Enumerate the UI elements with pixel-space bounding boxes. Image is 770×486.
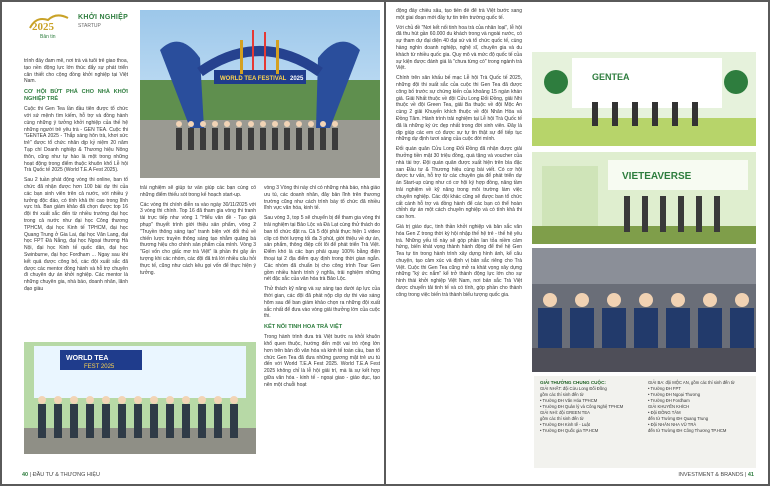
stage-photo-vieteaverse bbox=[532, 52, 756, 146]
award-line: gồm các thí sinh đến từ bbox=[540, 392, 584, 397]
award-line: • Trường ĐH Kinh tế - Luật bbox=[540, 422, 590, 427]
award-line: • Đội ĐỒNG TÂM bbox=[648, 410, 681, 415]
photo-banner-subtitle: FEST 2025 bbox=[84, 364, 115, 370]
awards-column-1 bbox=[540, 380, 644, 434]
footer-magazine: ĐẦU TƯ & THƯƠNG HIỆU bbox=[32, 472, 101, 478]
award-line: GIẢI NHÌ: đội GREEN TEA bbox=[540, 410, 590, 415]
paragraph: Với chủ đề "Nơi kết nối tinh hoa trà của nhân loại", lễ hội đã thu hút gần 60.000 du khách trong và ngoài nước, có sự tham dự đại diện 40 đại sứ và tổ chức quốc tế, cùng hàng nghìn doanh nghiệp, nghệ sĩ, chuyên gia và du khách từ nhiều quốc gia. Quy mô và mức độ quốc tế của sự kiện được đánh giá là "chưa từng có" trong ngành trà Việt. bbox=[396, 24, 522, 72]
left-footer: 40 | ĐẦU TƯ & THƯƠNG HIỆU bbox=[22, 472, 101, 478]
left-column-2 bbox=[140, 185, 256, 355]
banner-text: WORLD TEA FESTIVAL bbox=[220, 76, 287, 82]
left-page bbox=[2, 2, 384, 484]
award-line: • Trường ĐH Quản lý và Công Nghệ TPHCM bbox=[540, 404, 624, 409]
awards-box bbox=[534, 376, 756, 468]
paragraph: trải nghiệm sẽ giúp tư vấn giúp các bạn củng cố những điểm thiếu sót trong kế hoạch start-up. bbox=[140, 185, 256, 198]
paragraph: Sau 2 tuần phát động vòng thi online, ban tổ chức đã nhận được hơn 100 bài dự thi của các bạn sinh viên trên cả nước, với nhiều ý tưởng độc đáo, có tính khả thi cao trong lĩnh vực trà. Ban giám khảo đã chọn được top 16 đội thi xuất sắc đến từ nhiều trường đại học trong cả nước như đại học Công thương TPHCM, đại học Kinh tế TPHCM, đại học Quang Trung ở Gia Lai, đại học Văn Lang, đại học FPT Đà Nẵng, đại học Ngoại thương Hà Nội, đại học Kinh tế quốc dân, đại học Swinburne, đại học Fordham ... Ngay sau khi kết quả được công bố, các đội xuất sắc đã được các mentor đồng hành và hỗ trợ chuyên đi chuyên dự án khởi nghiệp. Các mentor là những chuyên gia, nhà báo, doanh nhân, lãnh đạo giàu bbox=[24, 177, 128, 292]
award-line: • Trường ĐH Fordham bbox=[648, 398, 690, 403]
gentea-logo bbox=[26, 10, 72, 40]
festival-gate-photo bbox=[140, 10, 380, 178]
group-photo-tea-fest bbox=[24, 342, 256, 454]
section-subtitle: STARTUP bbox=[78, 23, 101, 29]
award-line: • Trường ĐH Ngoại Thương bbox=[648, 392, 701, 397]
award-line: • Trường ĐH Quốc gia TP.HCM bbox=[540, 428, 599, 433]
award-line: • Đội NHÂN NHA VŨ TRÀ bbox=[648, 422, 697, 427]
paragraph: Trong hành trình đưa trà Việt bước ra khỏi khuôn khổ quen thuộc, hướng đến một vai trò rộng lớn hơn trên bản đồ văn hóa và kinh tế toàn cầu, ban tổ chức Gen Tea đã đưa những gương mặt trẻ ưu tú đến với World T.E.A Fest 2025. World T.E.A Fest 2025 không chỉ là lễ hội giải trí, mà là sự kết hợp giữa văn hóa - kinh tế - ngoại giao - giáo dục, tạo nên một chuỗi hoạt bbox=[264, 334, 380, 388]
intro-paragraph: trình đầy đam mê, nơi trà và tuổi trẻ giao thoa, tạo nền động lực lớn thúc đẩy sự phát triển cân thiết cho cộng đồng khởi nghiệp tại Việt Nam. bbox=[24, 58, 128, 85]
photo-banner-title: WORLD TEA bbox=[66, 355, 109, 362]
banner-year: 2025 bbox=[290, 76, 304, 82]
award-line: GIẢI BA: đội MỘC AN, gồm các thí sinh đến từ bbox=[648, 380, 735, 385]
paragraph: Các vòng thi chính diễn ra vào ngày 30/11/2025 với 3 vòng thi chính. Top 16 đã tham gia vòng thi tranh tài trực tiếp như vòng 1 "Hiểu văn đề - Tạo giá phụp" thuyết trình giới thiệu sản phẩm, vòng 2 "Truyền thông sáng tạo" tranh biện với đối thủ về chiến lược truyền thông sáng tạo nhằm quảng bá thương hiệu cho chính sản phẩm của mình. Vòng 3 "Gọi vốn cho giấc mơ trà Việt" là phần thi gây ấn tượng khi các nhóm, các đội đã trả lời nhiều câu hỏi thực tế, cũng như cách kêu gọi vốn để thực hiện ý tưởng. bbox=[140, 201, 256, 276]
right-column-1 bbox=[396, 8, 522, 478]
right-footer: INVESTMENT & BRANDS | 41 bbox=[678, 472, 754, 478]
section-title: KHỞI NGHIỆP bbox=[78, 14, 129, 21]
paragraph: Thử thách kỹ năng và sự sáng tạo dưới áp lực của thời gian, các đội đã phát nộp clip dự thi vào sáng hôm sau để ban giám khảo chọn ra những đội xuất sắc nhất để đưa vào vòng giải thưởng lớn của cuộc thi. bbox=[264, 286, 380, 320]
awards-title: GIẢI THƯỞNG CHUNG CUỘC: bbox=[540, 380, 606, 385]
heading-connect: KẾT NỐI TINH HOA TRÀ VIỆT bbox=[264, 324, 343, 331]
logo-year: 2025 bbox=[32, 21, 54, 33]
left-column-3 bbox=[264, 185, 380, 475]
stage-brand: GENTEA bbox=[592, 72, 630, 82]
paragraph: động đầy chiều sâu, tạo tiền đề để trà Việt bước sang một giai đoạn mới đầy tự tin trên trường quốc tế. bbox=[396, 8, 522, 21]
footer-magazine-en: INVESTMENT & BRANDS bbox=[678, 472, 744, 478]
award-line: gồm các thí sinh đến từ bbox=[540, 416, 584, 421]
award-line: GIẢI KHUYẾN KHÍCH bbox=[648, 404, 690, 409]
heading-opportunity: CƠ HỘI BỨT PHÁ CHO NHÀ KHỞI NGHIỆP TRẺ bbox=[24, 89, 128, 103]
paragraph: Cuộc thi Gen Tea lần đầu tiên được tổ chức với sứ mệnh tìm kiếm, hỗ trợ và đồng hành cùng những ý tưởng khởi nghiệp của thế hệ những người trẻ yêu trà - GEN TEA. Cuộc thi "GENTEA 2025 - Thắp sáng hôn trà, khơi sức trẻ" được tổ chức nhân dịp kỷ niệm 20 năm Tạp chí Doanh nghiệp & Thương hiệu Nông thôn, cũng như tự hào là một trong những hoạt động trong điểm thuộc khuôn khổ Lễ hội Trà Quốc tế 2025 (World T.E.A Fest 2025). bbox=[24, 106, 128, 174]
paragraph: Chính trên sân khấu bế mạc Lễ hội Trà Quốc tế 2025, những đội thi xuất sắc của cuộc thi Gen Tea đã được công bố trước sự chứng kiến của khoảng 15 ngàn khán giả. Giải Nhất thuộc về đội Cửu Long Đối Đồng, giải Nhì thuộc về đội Green Tea, giải Ba thuộc về đội Mộc An cùng 2 giải Khuyến khích thuộc về đội Nhân Hòa và Đồng Tâm. Hành trình trải nghiệm tại Lễ hội Trà Quốc tế đã là những ký ức đẹp nhất trong đời sinh viên. Đây là dịp giúp các em có được sự tự tin thật sự để tiếp tục những dự định tươi sáng của cuộc đời mình. bbox=[396, 75, 522, 143]
award-line: • Trường ĐH FPT bbox=[648, 386, 681, 391]
paragraph: vòng 3 Vòng thi này chỉ có những nhà báo, nhà giáo ưu tú, các doanh nhân, đây bản lĩnh trên thương trường cũng như cách trình bày tổ chức đã nhiều lĩnh vực văn hóa, kinh tế. bbox=[264, 185, 380, 212]
page-number: 40 bbox=[22, 472, 29, 478]
award-line: đến từ Trường ĐH Công Thương TP.HCM bbox=[648, 428, 727, 433]
award-line: đến từ Trường ĐH Quang Trung bbox=[648, 416, 709, 421]
right-page bbox=[386, 2, 768, 484]
awards-column-2 bbox=[648, 380, 752, 434]
logo-tag: Bản tin bbox=[40, 34, 56, 40]
award-line: • Trường ĐH Văn Hóa TPHCM bbox=[540, 398, 598, 403]
audience-photo bbox=[532, 248, 756, 372]
page-number: 41 bbox=[747, 472, 754, 478]
paragraph: Sau vòng 3, top 5 sẽ chuyển bị để tham gia vòng thi trải nghiệm tại Bảo Lộc và Đà Lạt cùng thử thách do ban tổ chức đặt ra. Cả 5 đội phải thực hiện 1 video clip có thời lượng tối đa 3 phút, giới thiệu về dự án, sản phẩm, thông điệp cốt lõi để phát triển Trà Việt. Điểm khó là các bạn phải quay 100% bằng điện thoại tại 2 địa điểm quy định trong thời gian ngắn. Các nhóm đã chuẩn bị cho công trình Tour Gen gồm nhiều hành trình ý nghĩa, trải nghiệm những nét đặc sắc của văn hóa trà Bảo Lộc. bbox=[264, 215, 380, 283]
paragraph: Giá trị giáo dục, tinh thần khởi nghiệp và bản sắc văn hóa Gen Z trong thời kỳ hội nhập thế hệ trẻ - thế hệ yêu trà. Những yếu tố này sẽ góp phần lan tỏa niềm cảm hứng, biến khát vọng thành hành động để thế hệ Gen Tea tự tin trong hành trình xây dựng hình ảnh, kể câu chuyện, tạo cảm xúc và định vị bản sắc riêng cho Trà Việt. Cuộc thi Gen Tea cũng mở ra khát vọng xây dựng những "ký ức nắm" kể trở thành động lực lớn cho sự hình thái khởi nghiệp Việt Nam, nơi bản sắc Trà Việt được chuyển tải tinh tế và có tính, góp phần cho thành công trong việc biến trà thành biểu tượng quốc gia. bbox=[396, 223, 522, 298]
left-column-1 bbox=[24, 58, 128, 338]
stage-photo-awards bbox=[532, 152, 756, 244]
award-line: GIẢI NHẤT: đội Cửu Long Đối Đồng bbox=[540, 386, 607, 391]
stage-brand-mid: VIETEAVERSE bbox=[622, 171, 692, 182]
paragraph: Đối quán quân Cửu Long Đối Đồng đã nhận được giải thưởng tiền mặt 30 triệu đồng, quà tặng và voucher của nhà tài trợ. Đội quán quân được xuất hiện trên bìa đặc san Đầu tư & Thương hiệu cùng bài viết. Có cơ hội được tư vấn, hỗ trợ từ các chuyên gia để phát triển dự án Start-up cùng như có cơ hội ký hợp đồng, nâng tầm trải nghiệm về kỹ năng trong môi trường làm việc chuyên nghiệp. Các đội khác cũng sẽ được ban tổ chức cất cánh hỗ trợ và đồng hành để các bạn có thể hoàn chỉnh dự án một cách chuyên nghiệp và có tính khả thi cao hơn. bbox=[396, 146, 522, 221]
